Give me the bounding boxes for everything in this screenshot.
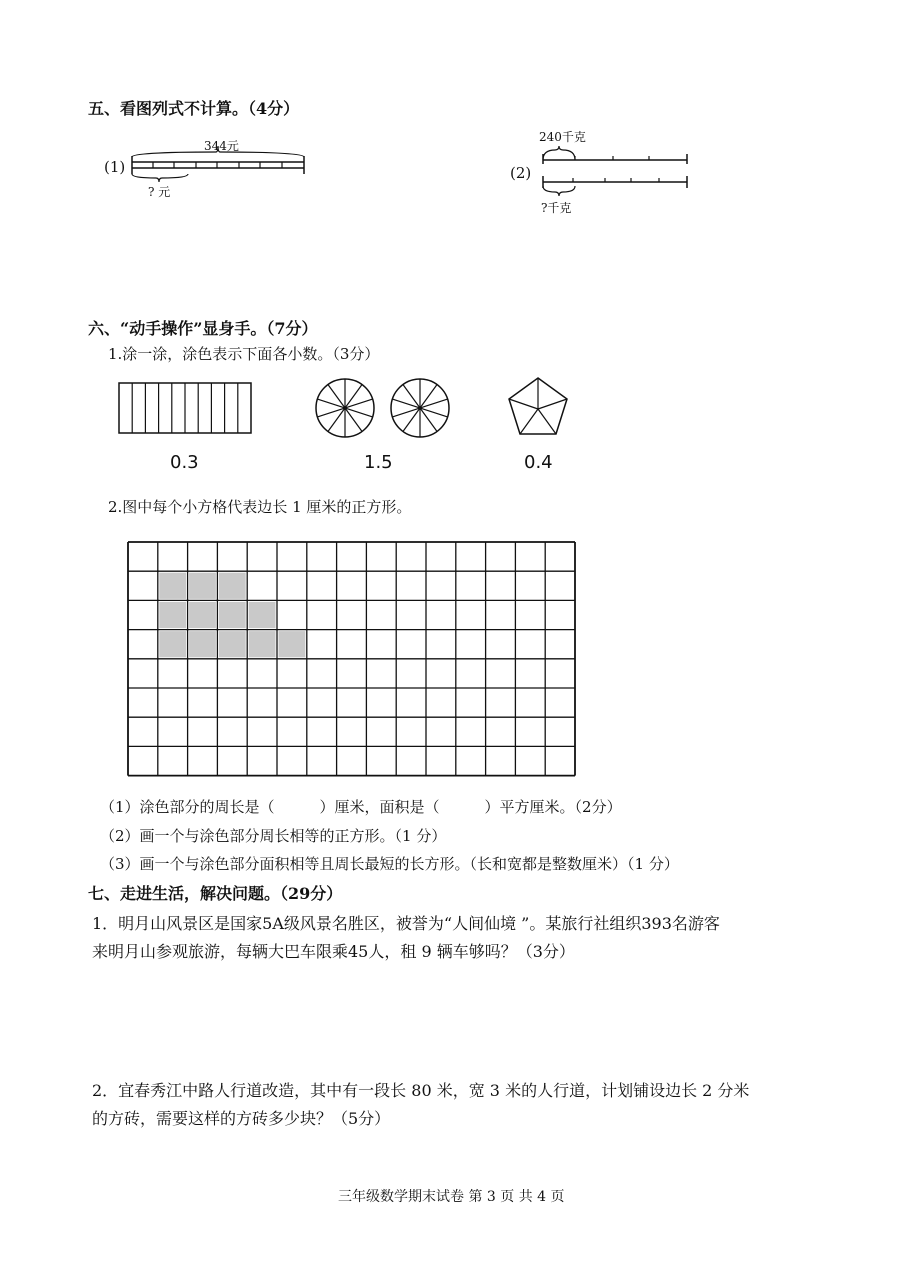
- question-6-1: 1.涂一涂，涂色表示下面各小数。（3分）: [108, 345, 380, 363]
- question-6-2: 2.图中每个小方格代表边长 1 厘米的正方形。: [108, 498, 412, 516]
- section6-title: 六、“动手操作”显身手。（7分）: [88, 319, 318, 338]
- diagram2-bottom-text: ?千克: [541, 201, 572, 215]
- sub-question-1: （1）涂色部分的周长是（ ）厘米，面积是（ ）平方厘米。（2分）: [100, 798, 622, 816]
- shaded-cell: [159, 602, 186, 628]
- problem-7-1-line1: 1．明月山风景区是国家5A级风景名胜区，被誉为“人间仙境 ”。某旅行社组织393名游客: [92, 914, 720, 933]
- section7-title: 七、走进生活，解决问题。（29分）: [88, 884, 343, 903]
- rectangle-ten-parts: [118, 382, 254, 434]
- shaded-cell: [219, 631, 246, 657]
- problem-7-2-line2: 的方砖，需要这样的方砖多少块？（5分）: [92, 1109, 391, 1128]
- circle-ten-parts-1: [314, 377, 376, 439]
- segment-diagram-1: [126, 136, 316, 206]
- problem2-label: (2): [510, 164, 532, 182]
- pentagon-five-parts: [505, 376, 571, 440]
- sub-question-2: （2）画一个与涂色部分周长相等的正方形。（1 分）: [100, 827, 447, 845]
- segment-diagram-2: [535, 126, 695, 218]
- caption-pentagon: 0.4: [524, 452, 553, 473]
- shaded-cell: [159, 631, 186, 657]
- shaded-cell: [219, 602, 246, 628]
- section5-title: 五、看图列式不计算。（4分）: [88, 99, 300, 118]
- problem-7-1-line2: 来明月山参观旅游，每辆大巴车限乘45人，租 9 辆车够吗？（3分）: [92, 942, 575, 961]
- shaded-cell: [189, 631, 216, 657]
- shaded-cell: [249, 631, 276, 657]
- caption-circles: 1.5: [364, 452, 393, 473]
- shaded-cell: [159, 573, 186, 599]
- shaded-cell: [189, 573, 216, 599]
- circle-ten-parts-2: [389, 377, 451, 439]
- diagram2-top-text: 240千克: [539, 130, 586, 144]
- square-grid: [127, 541, 579, 779]
- shaded-cell: [249, 602, 276, 628]
- shaded-cell: [189, 602, 216, 628]
- page-footer: 三年级数学期末试卷 第 3 页 共 4 页: [338, 1189, 565, 1205]
- shaded-cell: [279, 631, 306, 657]
- diagram1-bottom-text: ? 元: [148, 185, 171, 199]
- shaded-cell: [219, 573, 246, 599]
- problem1-label: (1): [104, 158, 126, 176]
- problem-7-2-line1: 2．宜春秀江中路人行道改造，其中有一段长 80 米，宽 3 米的人行道，计划铺设边长 2 分米: [92, 1081, 750, 1100]
- diagram1-top-text: 344元: [204, 139, 239, 153]
- caption-rectangle: 0.3: [170, 452, 199, 473]
- sub-question-3: （3）画一个与涂色部分面积相等且周长最短的长方形。（长和宽都是整数厘米）（1 分）: [100, 855, 679, 873]
